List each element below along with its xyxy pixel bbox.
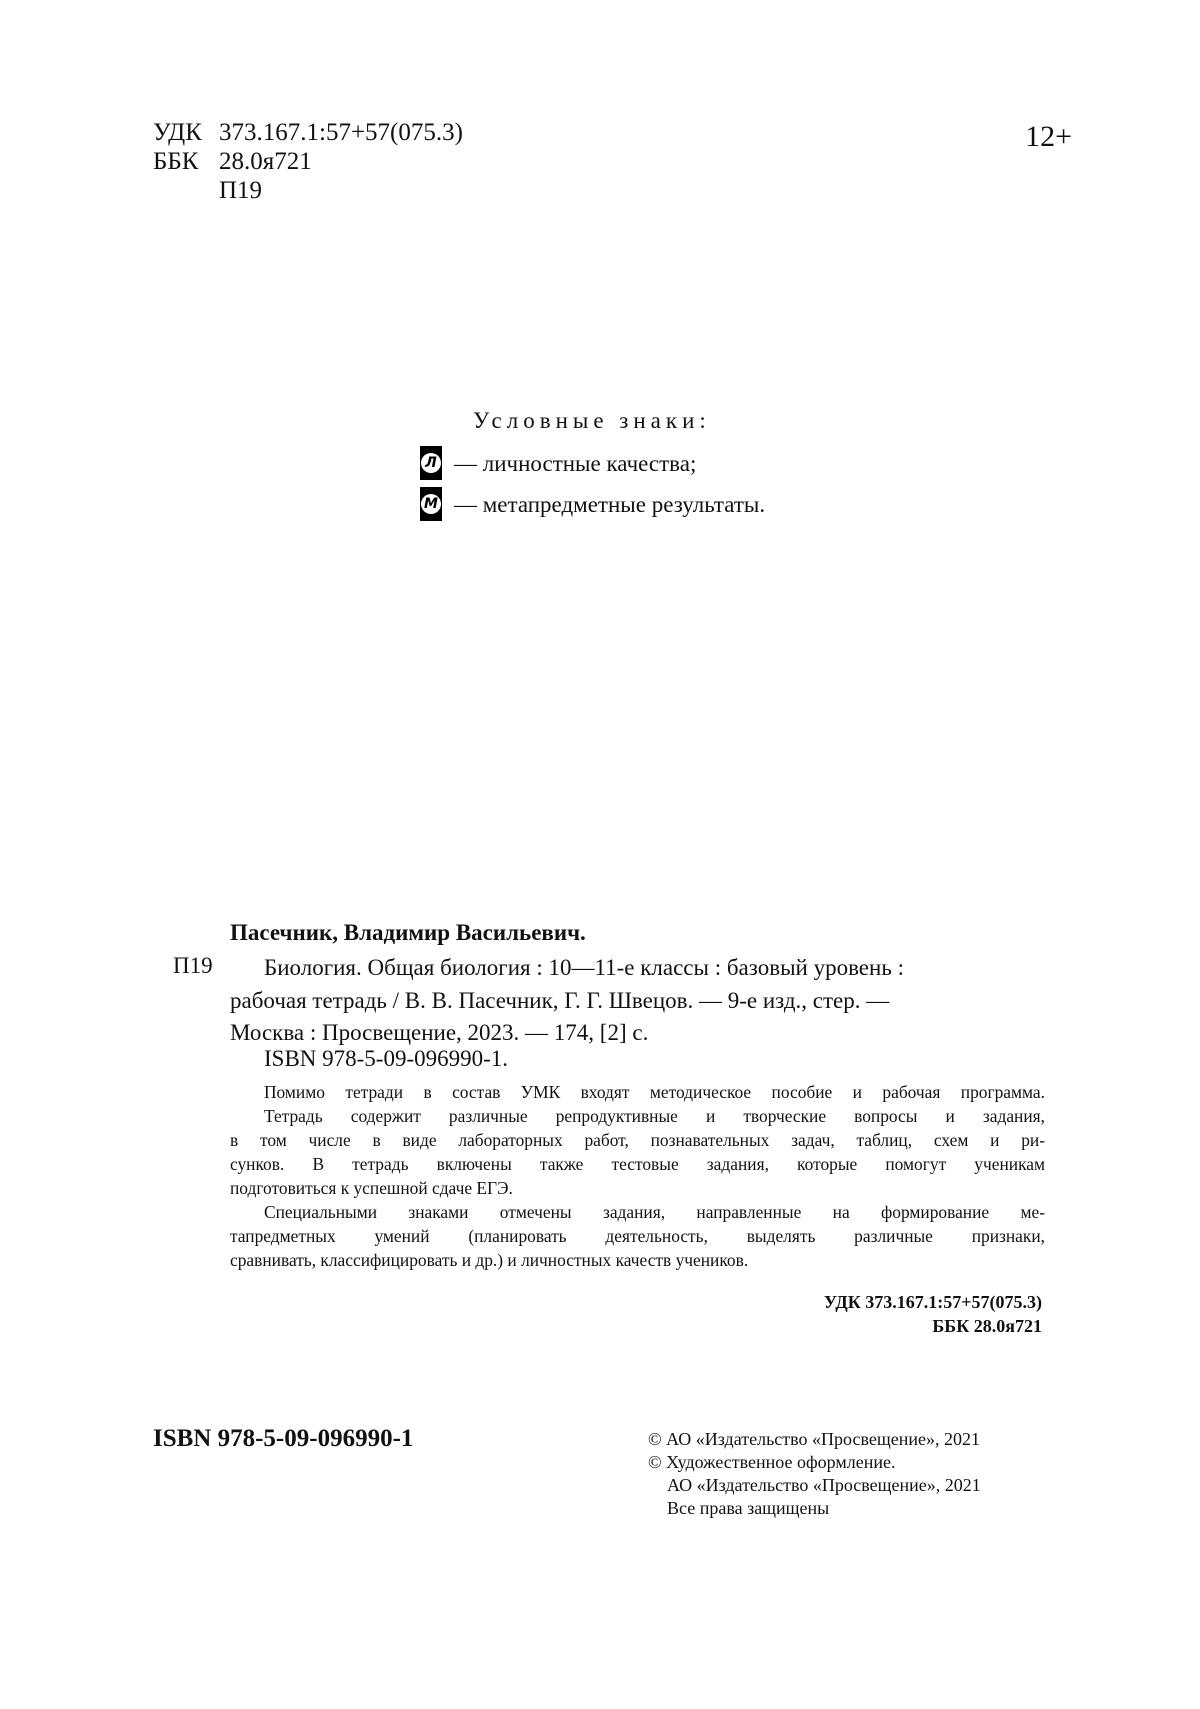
- record-title-line: Биология. Общая биология : 10—11-е классы : базовый уровень :: [264, 955, 904, 980]
- bbk-label: ББК: [153, 148, 199, 175]
- legend-item-metasubject-text: — метапредметные результаты.: [454, 492, 766, 517]
- annotation-line: тапредметных умений (планировать деятельность, выделять различные признаки,: [230, 1226, 1045, 1246]
- classification-block: [153, 118, 553, 208]
- copyright-line: АО «Издательство «Просвещение», 2021: [667, 1475, 981, 1495]
- annotation-line: Помимо тетради в состав УМК входят методическое пособие и рабочая программа.: [264, 1082, 1045, 1102]
- legend-item-personal-text: — личностные качества;: [454, 451, 697, 476]
- legend-title: Условные знаки:: [473, 408, 711, 433]
- legend-item-personal: [420, 446, 696, 482]
- copyright-line: © АО «Издательство «Просвещение», 2021: [648, 1429, 980, 1449]
- annotation-line: сравнивать, классифицировать и др.) и личностных качеств учеников.: [230, 1250, 749, 1270]
- record-title-line: рабочая тетрадь / В. В. Пасечник, Г. Г. Швецов. — 9-е изд., стер. —: [230, 988, 890, 1013]
- bbk-value: 28.0я721: [219, 148, 312, 175]
- copyright-line: Все права защищены: [667, 1498, 830, 1518]
- annotation-line: в том числе в виде лабораторных работ, познавательных задач, таблиц, схем и ри-: [230, 1130, 1045, 1150]
- author-mark: П19: [219, 177, 263, 204]
- annotation-line: подготовиться к успешной сдаче ЕГЭ.: [230, 1178, 513, 1198]
- footer-isbn: ISBN 978-5-09-096990-1: [153, 1425, 414, 1452]
- record-isbn: ISBN 978-5-09-096990-1.: [264, 1046, 509, 1071]
- metasubject-results-icon: М: [420, 487, 442, 521]
- copyright-line: © Художественное оформление.: [648, 1452, 896, 1472]
- record-cutter: П19: [173, 953, 213, 978]
- annotation-line: Специальными знаками отмечены задания, направленные на формирование ме-: [264, 1202, 1045, 1222]
- personal-qualities-icon: Л: [420, 446, 442, 480]
- record-title-line: Москва : Просвещение, 2023. — 174, [2] с.: [230, 1020, 649, 1045]
- legend-item-metasubject: [420, 487, 765, 523]
- record-bbk: ББК 28.0я721: [932, 1316, 1042, 1336]
- udk-label: УДК: [153, 119, 202, 146]
- age-rating: 12+: [1025, 120, 1072, 153]
- record-udk: УДК 373.167.1:57+57(075.3): [823, 1292, 1042, 1312]
- udk-value: 373.167.1:57+57(075.3): [219, 119, 463, 146]
- annotation-line: сунков. В тетрадь включены также тестовые задания, которые помогут ученикам: [230, 1154, 1045, 1174]
- record-author: Пасечник, Владимир Васильевич.: [230, 920, 586, 945]
- annotation-line: Тетрадь содержит различные репродуктивные и творческие вопросы и задания,: [264, 1106, 1045, 1126]
